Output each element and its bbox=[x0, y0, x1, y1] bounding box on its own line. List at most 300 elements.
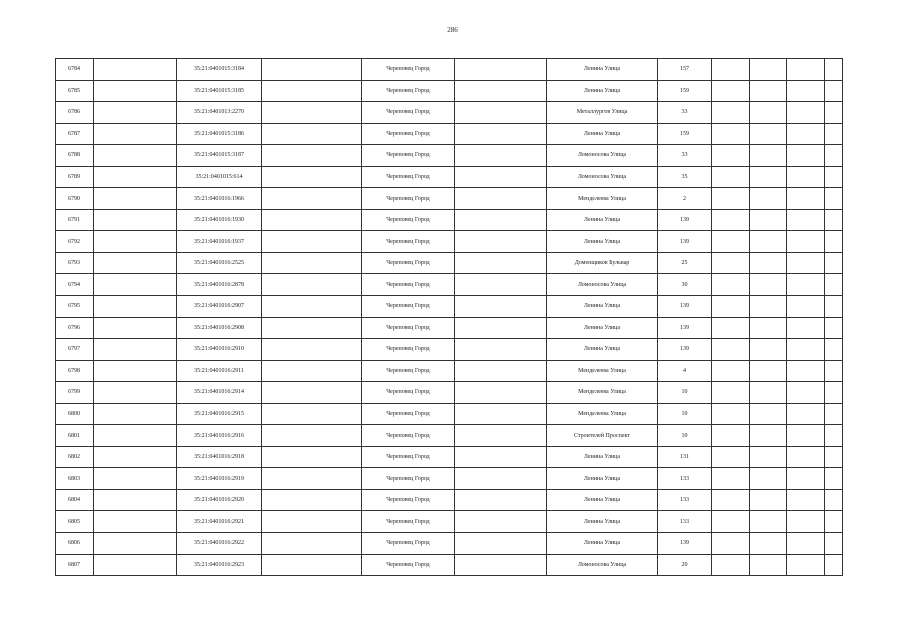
house-number-cell: 20 bbox=[658, 554, 712, 576]
row-number-cell: 6806 bbox=[56, 533, 94, 555]
street-cell: Ленина Улица bbox=[547, 446, 658, 468]
city-cell: Череповец Город bbox=[362, 317, 455, 339]
empty-cell bbox=[455, 468, 547, 490]
empty-cell bbox=[712, 231, 750, 253]
empty-cell bbox=[787, 80, 825, 102]
empty-cell bbox=[94, 425, 177, 447]
empty-cell bbox=[455, 511, 547, 533]
empty-cell bbox=[94, 123, 177, 145]
house-number-cell: 133 bbox=[658, 468, 712, 490]
empty-cell bbox=[455, 123, 547, 145]
empty-cell bbox=[787, 166, 825, 188]
empty-cell bbox=[825, 80, 843, 102]
empty-cell bbox=[787, 511, 825, 533]
empty-cell bbox=[262, 59, 362, 81]
house-number-cell: 33 bbox=[658, 102, 712, 124]
row-number-cell: 6791 bbox=[56, 209, 94, 231]
empty-cell bbox=[94, 145, 177, 167]
empty-cell bbox=[787, 446, 825, 468]
street-cell: Ленина Улица bbox=[547, 59, 658, 81]
empty-cell bbox=[712, 511, 750, 533]
street-cell: Ленина Улица bbox=[547, 339, 658, 361]
empty-cell bbox=[750, 145, 787, 167]
empty-cell bbox=[825, 123, 843, 145]
empty-cell bbox=[750, 59, 787, 81]
empty-cell bbox=[825, 188, 843, 210]
city-cell: Череповец Город bbox=[362, 554, 455, 576]
empty-cell bbox=[455, 296, 547, 318]
empty-cell bbox=[262, 188, 362, 210]
empty-cell bbox=[787, 533, 825, 555]
empty-cell bbox=[94, 533, 177, 555]
city-cell: Череповец Город bbox=[362, 80, 455, 102]
empty-cell bbox=[750, 317, 787, 339]
empty-cell bbox=[262, 209, 362, 231]
table-row bbox=[56, 382, 843, 404]
empty-cell bbox=[455, 102, 547, 124]
empty-cell bbox=[455, 209, 547, 231]
cadastral-number-cell: 35:21:0401015:3187 bbox=[177, 145, 262, 167]
empty-cell bbox=[712, 80, 750, 102]
cadastral-number-cell: 35:21:0401016:2916 bbox=[177, 425, 262, 447]
street-cell: Доменщиков Бульвар bbox=[547, 252, 658, 274]
empty-cell bbox=[750, 468, 787, 490]
empty-cell bbox=[825, 274, 843, 296]
table-row bbox=[56, 188, 843, 210]
empty-cell bbox=[455, 425, 547, 447]
house-number-cell: 139 bbox=[658, 296, 712, 318]
empty-cell bbox=[787, 145, 825, 167]
empty-cell bbox=[787, 252, 825, 274]
house-number-cell: 10 bbox=[658, 382, 712, 404]
row-number-cell: 6790 bbox=[56, 188, 94, 210]
empty-cell bbox=[712, 166, 750, 188]
cadastral-number-cell: 35:21:0401016:2911 bbox=[177, 360, 262, 382]
empty-cell bbox=[94, 403, 177, 425]
cadastral-number-cell: 35:21:0401016:2907 bbox=[177, 296, 262, 318]
cadastral-number-cell: 35:21:0401016:1937 bbox=[177, 231, 262, 253]
house-number-cell: 35 bbox=[658, 166, 712, 188]
row-number-cell: 6793 bbox=[56, 252, 94, 274]
house-number-cell: 4 bbox=[658, 360, 712, 382]
empty-cell bbox=[750, 339, 787, 361]
table-row bbox=[56, 166, 843, 188]
house-number-cell: 159 bbox=[658, 123, 712, 145]
empty-cell bbox=[455, 317, 547, 339]
row-number-cell: 6804 bbox=[56, 489, 94, 511]
empty-cell bbox=[455, 274, 547, 296]
table-row bbox=[56, 102, 843, 124]
empty-cell bbox=[455, 382, 547, 404]
empty-cell bbox=[94, 166, 177, 188]
empty-cell bbox=[825, 360, 843, 382]
empty-cell bbox=[787, 231, 825, 253]
street-cell: Ленина Улица bbox=[547, 317, 658, 339]
city-cell: Череповец Город bbox=[362, 274, 455, 296]
empty-cell bbox=[94, 274, 177, 296]
empty-cell bbox=[712, 425, 750, 447]
empty-cell bbox=[455, 145, 547, 167]
empty-cell bbox=[787, 59, 825, 81]
empty-cell bbox=[94, 102, 177, 124]
empty-cell bbox=[262, 533, 362, 555]
table-row bbox=[56, 80, 843, 102]
empty-cell bbox=[94, 489, 177, 511]
house-number-cell: 25 bbox=[658, 252, 712, 274]
street-cell: Менделеева Улица bbox=[547, 188, 658, 210]
empty-cell bbox=[455, 554, 547, 576]
row-number-cell: 6801 bbox=[56, 425, 94, 447]
empty-cell bbox=[750, 296, 787, 318]
row-number-cell: 6799 bbox=[56, 382, 94, 404]
property-register-table bbox=[55, 58, 843, 576]
empty-cell bbox=[712, 274, 750, 296]
empty-cell bbox=[750, 123, 787, 145]
table-row bbox=[56, 360, 843, 382]
empty-cell bbox=[712, 489, 750, 511]
house-number-cell: 131 bbox=[658, 446, 712, 468]
empty-cell bbox=[262, 123, 362, 145]
row-number-cell: 6792 bbox=[56, 231, 94, 253]
empty-cell bbox=[787, 382, 825, 404]
empty-cell bbox=[712, 296, 750, 318]
empty-cell bbox=[825, 296, 843, 318]
empty-cell bbox=[712, 339, 750, 361]
empty-cell bbox=[750, 231, 787, 253]
empty-cell bbox=[712, 533, 750, 555]
empty-cell bbox=[94, 468, 177, 490]
row-number-cell: 6794 bbox=[56, 274, 94, 296]
empty-cell bbox=[455, 446, 547, 468]
empty-cell bbox=[825, 489, 843, 511]
empty-cell bbox=[787, 188, 825, 210]
house-number-cell: 133 bbox=[658, 511, 712, 533]
city-cell: Череповец Город bbox=[362, 339, 455, 361]
empty-cell bbox=[94, 382, 177, 404]
empty-cell bbox=[787, 360, 825, 382]
street-cell: Ленина Улица bbox=[547, 468, 658, 490]
city-cell: Череповец Город bbox=[362, 511, 455, 533]
house-number-cell: 33 bbox=[658, 145, 712, 167]
page-number: 286 bbox=[447, 26, 458, 34]
empty-cell bbox=[712, 403, 750, 425]
house-number-cell: 139 bbox=[658, 533, 712, 555]
empty-cell bbox=[750, 533, 787, 555]
row-number-cell: 6786 bbox=[56, 102, 94, 124]
empty-cell bbox=[787, 554, 825, 576]
empty-cell bbox=[825, 382, 843, 404]
empty-cell bbox=[825, 231, 843, 253]
row-number-cell: 6787 bbox=[56, 123, 94, 145]
empty-cell bbox=[94, 296, 177, 318]
city-cell: Череповец Город bbox=[362, 360, 455, 382]
empty-cell bbox=[787, 209, 825, 231]
empty-cell bbox=[712, 209, 750, 231]
street-cell: Ломоносова Улица bbox=[547, 166, 658, 188]
empty-cell bbox=[750, 252, 787, 274]
table-row bbox=[56, 231, 843, 253]
street-cell: Ленина Улица bbox=[547, 209, 658, 231]
cadastral-number-cell: 35:21:0401015:3184 bbox=[177, 59, 262, 81]
empty-cell bbox=[94, 554, 177, 576]
city-cell: Череповец Город bbox=[362, 188, 455, 210]
empty-cell bbox=[787, 123, 825, 145]
empty-cell bbox=[455, 533, 547, 555]
empty-cell bbox=[262, 317, 362, 339]
city-cell: Череповец Город bbox=[362, 425, 455, 447]
cadastral-number-cell: 35:21:0401016:2915 bbox=[177, 403, 262, 425]
empty-cell bbox=[825, 554, 843, 576]
street-cell: Ленина Улица bbox=[547, 80, 658, 102]
row-number-cell: 6807 bbox=[56, 554, 94, 576]
table-row bbox=[56, 468, 843, 490]
empty-cell bbox=[750, 403, 787, 425]
empty-cell bbox=[787, 339, 825, 361]
empty-cell bbox=[750, 188, 787, 210]
empty-cell bbox=[787, 317, 825, 339]
empty-cell bbox=[712, 145, 750, 167]
empty-cell bbox=[825, 446, 843, 468]
empty-cell bbox=[94, 360, 177, 382]
street-cell: Ленина Улица bbox=[547, 511, 658, 533]
row-number-cell: 6803 bbox=[56, 468, 94, 490]
table-row bbox=[56, 446, 843, 468]
row-number-cell: 6784 bbox=[56, 59, 94, 81]
empty-cell bbox=[94, 188, 177, 210]
empty-cell bbox=[750, 360, 787, 382]
empty-cell bbox=[455, 339, 547, 361]
city-cell: Череповец Город bbox=[362, 382, 455, 404]
street-cell: Строителей Проспект bbox=[547, 425, 658, 447]
cadastral-number-cell: 35:21:0401016:1930 bbox=[177, 209, 262, 231]
cadastral-number-cell: 35:21:0401016:2919 bbox=[177, 468, 262, 490]
empty-cell bbox=[262, 403, 362, 425]
empty-cell bbox=[712, 102, 750, 124]
city-cell: Череповец Город bbox=[362, 468, 455, 490]
empty-cell bbox=[262, 145, 362, 167]
empty-cell bbox=[825, 403, 843, 425]
house-number-cell: 10 bbox=[658, 403, 712, 425]
house-number-cell: 157 bbox=[658, 59, 712, 81]
empty-cell bbox=[712, 382, 750, 404]
cadastral-number-cell: 35:21:0401016:2922 bbox=[177, 533, 262, 555]
empty-cell bbox=[712, 123, 750, 145]
empty-cell bbox=[455, 166, 547, 188]
empty-cell bbox=[94, 59, 177, 81]
empty-cell bbox=[712, 252, 750, 274]
empty-cell bbox=[262, 274, 362, 296]
empty-cell bbox=[262, 360, 362, 382]
table-row bbox=[56, 296, 843, 318]
street-cell: Ленина Улица bbox=[547, 533, 658, 555]
house-number-cell: 139 bbox=[658, 339, 712, 361]
row-number-cell: 6785 bbox=[56, 80, 94, 102]
table-row bbox=[56, 511, 843, 533]
street-cell: Менделеева Улица bbox=[547, 360, 658, 382]
table-row bbox=[56, 425, 843, 447]
empty-cell bbox=[750, 489, 787, 511]
empty-cell bbox=[94, 446, 177, 468]
empty-cell bbox=[825, 511, 843, 533]
empty-cell bbox=[750, 511, 787, 533]
cadastral-number-cell: 35:21:0401016:2910 bbox=[177, 339, 262, 361]
table-row bbox=[56, 123, 843, 145]
empty-cell bbox=[262, 554, 362, 576]
city-cell: Череповец Город bbox=[362, 252, 455, 274]
empty-cell bbox=[825, 102, 843, 124]
row-number-cell: 6798 bbox=[56, 360, 94, 382]
cadastral-number-cell: 35:21:0401016:2914 bbox=[177, 382, 262, 404]
empty-cell bbox=[455, 403, 547, 425]
house-number-cell: 30 bbox=[658, 274, 712, 296]
city-cell: Череповец Город bbox=[362, 296, 455, 318]
empty-cell bbox=[262, 296, 362, 318]
city-cell: Череповец Город bbox=[362, 145, 455, 167]
empty-cell bbox=[455, 59, 547, 81]
empty-cell bbox=[262, 489, 362, 511]
table-row bbox=[56, 59, 843, 81]
street-cell: Ленина Улица bbox=[547, 123, 658, 145]
empty-cell bbox=[825, 339, 843, 361]
empty-cell bbox=[262, 382, 362, 404]
empty-cell bbox=[750, 166, 787, 188]
street-cell: Ленина Улица bbox=[547, 296, 658, 318]
empty-cell bbox=[455, 489, 547, 511]
empty-cell bbox=[750, 274, 787, 296]
empty-cell bbox=[712, 554, 750, 576]
empty-cell bbox=[825, 468, 843, 490]
empty-cell bbox=[825, 317, 843, 339]
row-number-cell: 6797 bbox=[56, 339, 94, 361]
house-number-cell: 139 bbox=[658, 317, 712, 339]
empty-cell bbox=[262, 80, 362, 102]
empty-cell bbox=[455, 188, 547, 210]
table-row bbox=[56, 554, 843, 576]
city-cell: Череповец Город bbox=[362, 403, 455, 425]
empty-cell bbox=[750, 554, 787, 576]
empty-cell bbox=[787, 468, 825, 490]
city-cell: Череповец Город bbox=[362, 446, 455, 468]
empty-cell bbox=[94, 511, 177, 533]
row-number-cell: 6788 bbox=[56, 145, 94, 167]
house-number-cell: 139 bbox=[658, 231, 712, 253]
empty-cell bbox=[712, 317, 750, 339]
cadastral-number-cell: 35:21:0401016:2525 bbox=[177, 252, 262, 274]
street-cell: Ломоносова Улица bbox=[547, 554, 658, 576]
empty-cell bbox=[825, 533, 843, 555]
city-cell: Череповец Город bbox=[362, 59, 455, 81]
empty-cell bbox=[787, 102, 825, 124]
empty-cell bbox=[825, 145, 843, 167]
cadastral-number-cell: 35:21:0401016:2920 bbox=[177, 489, 262, 511]
cadastral-number-cell: 35:21:0401016:2918 bbox=[177, 446, 262, 468]
row-number-cell: 6789 bbox=[56, 166, 94, 188]
empty-cell bbox=[94, 317, 177, 339]
empty-cell bbox=[94, 209, 177, 231]
cadastral-number-cell: 35:21:0401016:1966 bbox=[177, 188, 262, 210]
house-number-cell: 159 bbox=[658, 80, 712, 102]
empty-cell bbox=[750, 382, 787, 404]
empty-cell bbox=[94, 252, 177, 274]
empty-cell bbox=[455, 360, 547, 382]
city-cell: Череповец Город bbox=[362, 533, 455, 555]
street-cell: Менделеева Улица bbox=[547, 382, 658, 404]
city-cell: Череповец Город bbox=[362, 209, 455, 231]
house-number-cell: 133 bbox=[658, 489, 712, 511]
empty-cell bbox=[262, 468, 362, 490]
table-row bbox=[56, 317, 843, 339]
empty-cell bbox=[787, 296, 825, 318]
row-number-cell: 6805 bbox=[56, 511, 94, 533]
empty-cell bbox=[712, 360, 750, 382]
table-row bbox=[56, 209, 843, 231]
empty-cell bbox=[750, 80, 787, 102]
empty-cell bbox=[825, 425, 843, 447]
empty-cell bbox=[455, 231, 547, 253]
city-cell: Череповец Город bbox=[362, 489, 455, 511]
street-cell: Ленина Улица bbox=[547, 231, 658, 253]
house-number-cell: 2 bbox=[658, 188, 712, 210]
empty-cell bbox=[455, 252, 547, 274]
empty-cell bbox=[750, 425, 787, 447]
cadastral-number-cell: 35:21:0401016:2878 bbox=[177, 274, 262, 296]
city-cell: Череповец Город bbox=[362, 166, 455, 188]
row-number-cell: 6800 bbox=[56, 403, 94, 425]
cadastral-number-cell: 35:21:0401016:2908 bbox=[177, 317, 262, 339]
empty-cell bbox=[262, 446, 362, 468]
empty-cell bbox=[262, 102, 362, 124]
empty-cell bbox=[712, 188, 750, 210]
street-cell: Ленина Улица bbox=[547, 489, 658, 511]
table-row bbox=[56, 252, 843, 274]
empty-cell bbox=[787, 425, 825, 447]
empty-cell bbox=[825, 209, 843, 231]
empty-cell bbox=[750, 446, 787, 468]
empty-cell bbox=[787, 403, 825, 425]
table-row bbox=[56, 274, 843, 296]
cadastral-number-cell: 35:21:0401016:2921 bbox=[177, 511, 262, 533]
empty-cell bbox=[262, 166, 362, 188]
city-cell: Череповец Город bbox=[362, 123, 455, 145]
empty-cell bbox=[712, 446, 750, 468]
row-number-cell: 6796 bbox=[56, 317, 94, 339]
empty-cell bbox=[750, 102, 787, 124]
table-body bbox=[56, 59, 843, 576]
street-cell: Менделеева Улица bbox=[547, 403, 658, 425]
empty-cell bbox=[262, 339, 362, 361]
cadastral-number-cell: 35:21:0401013:2270 bbox=[177, 102, 262, 124]
empty-cell bbox=[712, 59, 750, 81]
empty-cell bbox=[787, 489, 825, 511]
empty-cell bbox=[262, 425, 362, 447]
street-cell: Ломоносова Улица bbox=[547, 274, 658, 296]
cadastral-number-cell: 35:21:0401015:3185 bbox=[177, 80, 262, 102]
empty-cell bbox=[262, 252, 362, 274]
table-row bbox=[56, 489, 843, 511]
city-cell: Череповец Город bbox=[362, 231, 455, 253]
empty-cell bbox=[712, 468, 750, 490]
house-number-cell: 10 bbox=[658, 425, 712, 447]
street-cell: Ломоносова Улица bbox=[547, 145, 658, 167]
table-row bbox=[56, 533, 843, 555]
empty-cell bbox=[825, 252, 843, 274]
table-row bbox=[56, 145, 843, 167]
row-number-cell: 6802 bbox=[56, 446, 94, 468]
empty-cell bbox=[787, 274, 825, 296]
empty-cell bbox=[825, 59, 843, 81]
empty-cell bbox=[262, 231, 362, 253]
cadastral-number-cell: 35:21:0401015:3186 bbox=[177, 123, 262, 145]
